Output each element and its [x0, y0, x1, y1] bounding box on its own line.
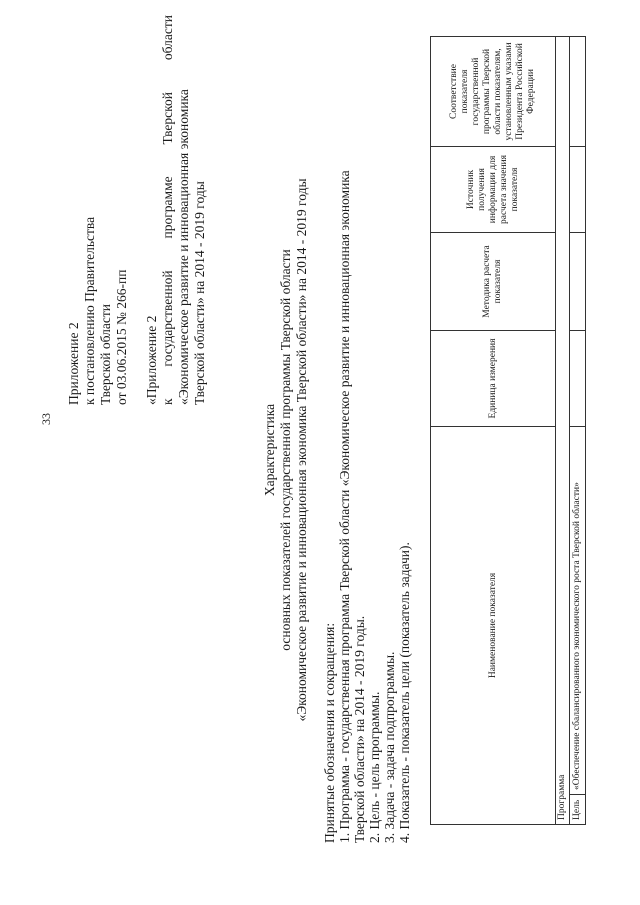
table-row	[556, 36, 570, 824]
goal-source	[570, 146, 586, 232]
header-method: Методика расчета показателя	[431, 232, 556, 330]
abbreviations-list	[322, 23, 412, 843]
title-line-1: Характеристика	[262, 403, 277, 497]
program-ref-word: Тверской	[160, 92, 175, 145]
abbreviation-item-4: 4. Показатель - показатель цели (показатель задачи).	[397, 542, 412, 843]
appendix-title: Приложение 2	[66, 322, 81, 405]
header-indicator-name: Наименование показателя	[431, 426, 556, 824]
program-ref-word: программе	[160, 176, 175, 239]
header-source: Источник получения информации для расчета значения показателя	[431, 146, 556, 232]
abbreviation-item-2: 2. Цель - цель программы.	[367, 691, 382, 843]
table-header-row	[431, 36, 556, 824]
program-reference	[144, 15, 208, 405]
abbreviation-item-1: 1. Программа - государственная программа Тверской области «Экономическое развитие и инновационная экономика	[337, 170, 352, 843]
goal-compliance	[570, 36, 586, 146]
appendix-date-line: от 03.06.2015 № 266-пп	[114, 269, 129, 405]
indicators-table-wrap	[430, 37, 586, 825]
document-title	[262, 145, 310, 755]
abbreviation-item-3: 3. Задача - задача подпрограммы.	[382, 651, 397, 843]
program-ref-name-line: «Экономическое развитие и инновационная экономика	[176, 89, 191, 405]
program-ref-line	[160, 15, 176, 405]
goal-unit	[570, 330, 586, 426]
abbreviation-item-1-cont: Тверской области» на 2014 - 2019 годы.	[352, 615, 367, 843]
appendix-region-line: Тверской области	[98, 304, 113, 405]
indicators-table	[430, 36, 586, 825]
title-line-2: основных показателей государственной программы Тверской области	[278, 249, 293, 651]
goal-label: Цель	[570, 795, 586, 825]
program-ref-years-line: Тверской области» на 2014 - 2019 годы	[192, 181, 207, 405]
goal-method	[570, 232, 586, 330]
title-line-3: «Экономическое развитие и инновационная экономика Тверской области» на 2014 - 2019 годы	[294, 178, 309, 722]
program-ref-word: государственной	[160, 270, 175, 367]
appendix-header	[66, 15, 208, 405]
section-program-label: Программа	[556, 36, 570, 824]
table-row	[570, 36, 586, 824]
appendix-decree-line: к постановлению Правительства	[82, 216, 97, 405]
program-ref-title: «Приложение 2	[144, 315, 159, 405]
goal-name: «Обеспечение сбалансированного экономического роста Тверской области»	[570, 426, 586, 794]
program-ref-word: области	[160, 15, 175, 61]
program-ref-word: к	[160, 398, 175, 405]
header-compliance: Соответствие показателя государственной программы Тверской области показателям, установленным указами Президента Российской Федерации	[431, 36, 556, 146]
abbreviations-heading: Принятые обозначения и сокращения:	[322, 622, 337, 843]
page-number: 33	[39, 413, 53, 425]
header-unit: Единица измерения	[431, 330, 556, 426]
